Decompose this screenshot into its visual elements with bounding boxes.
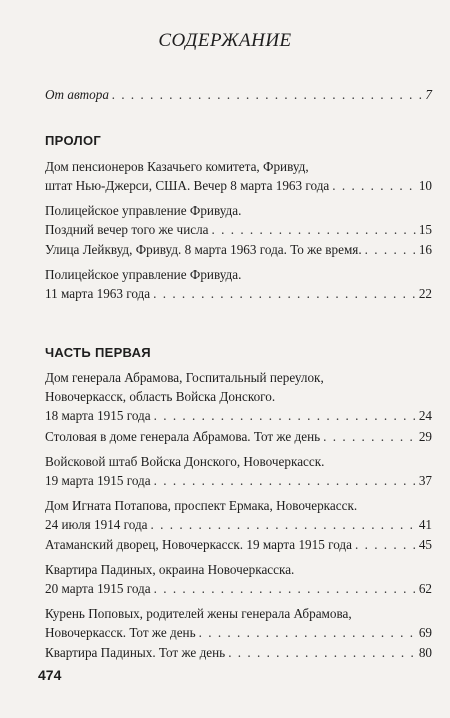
section-heading-part-one: ЧАСТЬ ПЕРВАЯ [45,345,151,360]
toc-entry[interactable] [45,157,432,195]
toc-entry[interactable] [45,452,432,490]
section-heading-prolog: ПРОЛОГ [45,133,102,148]
leader-dots [151,515,416,534]
toc-entry-title: 11 марта 1963 года [45,286,151,301]
leader-dots [212,220,416,239]
toc-entry-line: Полицейское управление Фривуда. [45,203,242,218]
leader-dots [228,643,416,662]
toc-entry-title: Столовая в доме генерала Абрамова. Тот же день [45,429,321,444]
toc-entry[interactable] [45,265,432,303]
toc-entry-line: Войсковой штаб Войска Донского, Новочеркасск. [45,454,325,469]
toc-entry-line: Курень Поповых, родителей жены генерала Абрамова, [45,606,352,621]
toc-page-number: 80 [418,645,432,660]
toc-page-number: 62 [418,581,432,596]
toc-entry-title: Атаманский дворец, Новочеркасск. 19 марта 1915 года [45,537,352,552]
toc-page-number: 16 [418,242,432,257]
toc-entry-line: Квартира Падиных, окраина Новочеркасска. [45,562,295,577]
toc-entry-title: штат Нью-Джерси, США. Вечер 8 марта 1963 года [45,178,330,193]
toc-entry-line: Новочеркасск, область Войска Донского. [45,389,276,404]
toc-entry[interactable] [45,368,432,425]
toc-entry-line: Полицейское управление Фривуда. [45,267,242,282]
toc-page-number: 22 [418,286,432,301]
toc-entry-title: Улица Лейквуд, Фривуд. 8 марта 1963 года. То же время. [45,242,362,257]
leader-dots [332,176,416,195]
toc-entry-line: Дом пенсионеров Казачьего комитета, Фривуд, [45,159,309,174]
toc-page-number: 29 [418,429,432,444]
leader-dots [154,471,416,490]
leader-dots [365,240,416,259]
leader-dots [112,85,422,104]
toc-page-number: 69 [418,625,432,640]
toc-page-number: 41 [418,517,432,532]
toc-page-number: 24 [418,408,432,423]
toc-entry-title: 20 марта 1915 года [45,581,151,596]
leader-dots [154,579,416,598]
leader-dots [154,406,416,425]
page-number: 474 [38,667,62,683]
toc-entry[interactable] [45,560,432,598]
toc-entry[interactable] [45,535,432,554]
toc-page-number: 37 [418,473,432,488]
toc-page-number: 10 [418,178,432,193]
leader-dots [199,623,416,642]
toc-entry-title: Новочеркасск. Тот же день [45,625,196,640]
toc-entry-title: От автора [45,87,109,102]
toc-page-number: 15 [418,222,432,237]
toc-page-number: 45 [418,537,432,552]
toc-entry-line: Дом Игната Потапова, проспект Ермака, Новочеркасск. [45,498,358,513]
toc-entry-title: Поздний вечер того же числа [45,222,209,237]
toc-entry[interactable] [45,496,432,534]
toc-entry-line: Дом генерала Абрамова, Госпитальный переулок, [45,370,324,385]
leader-dots [153,284,416,303]
toc-entry[interactable] [45,201,432,239]
toc-entry[interactable] [45,427,432,446]
toc-entry[interactable] [45,643,432,662]
toc-entry[interactable] [45,604,432,642]
toc-entry-author[interactable] [45,85,432,104]
toc-page-number: 7 [425,87,432,102]
page-title: СОДЕРЖАНИЕ [158,30,292,51]
toc-entry-title: 18 марта 1915 года [45,408,151,423]
toc-entry-title: Квартира Падиных. Тот же день [45,645,226,660]
toc-entry[interactable] [45,240,432,259]
toc-entry-title: 24 июля 1914 года [45,517,148,532]
leader-dots [355,535,416,554]
leader-dots [323,427,416,446]
toc-entry-title: 19 марта 1915 года [45,473,151,488]
